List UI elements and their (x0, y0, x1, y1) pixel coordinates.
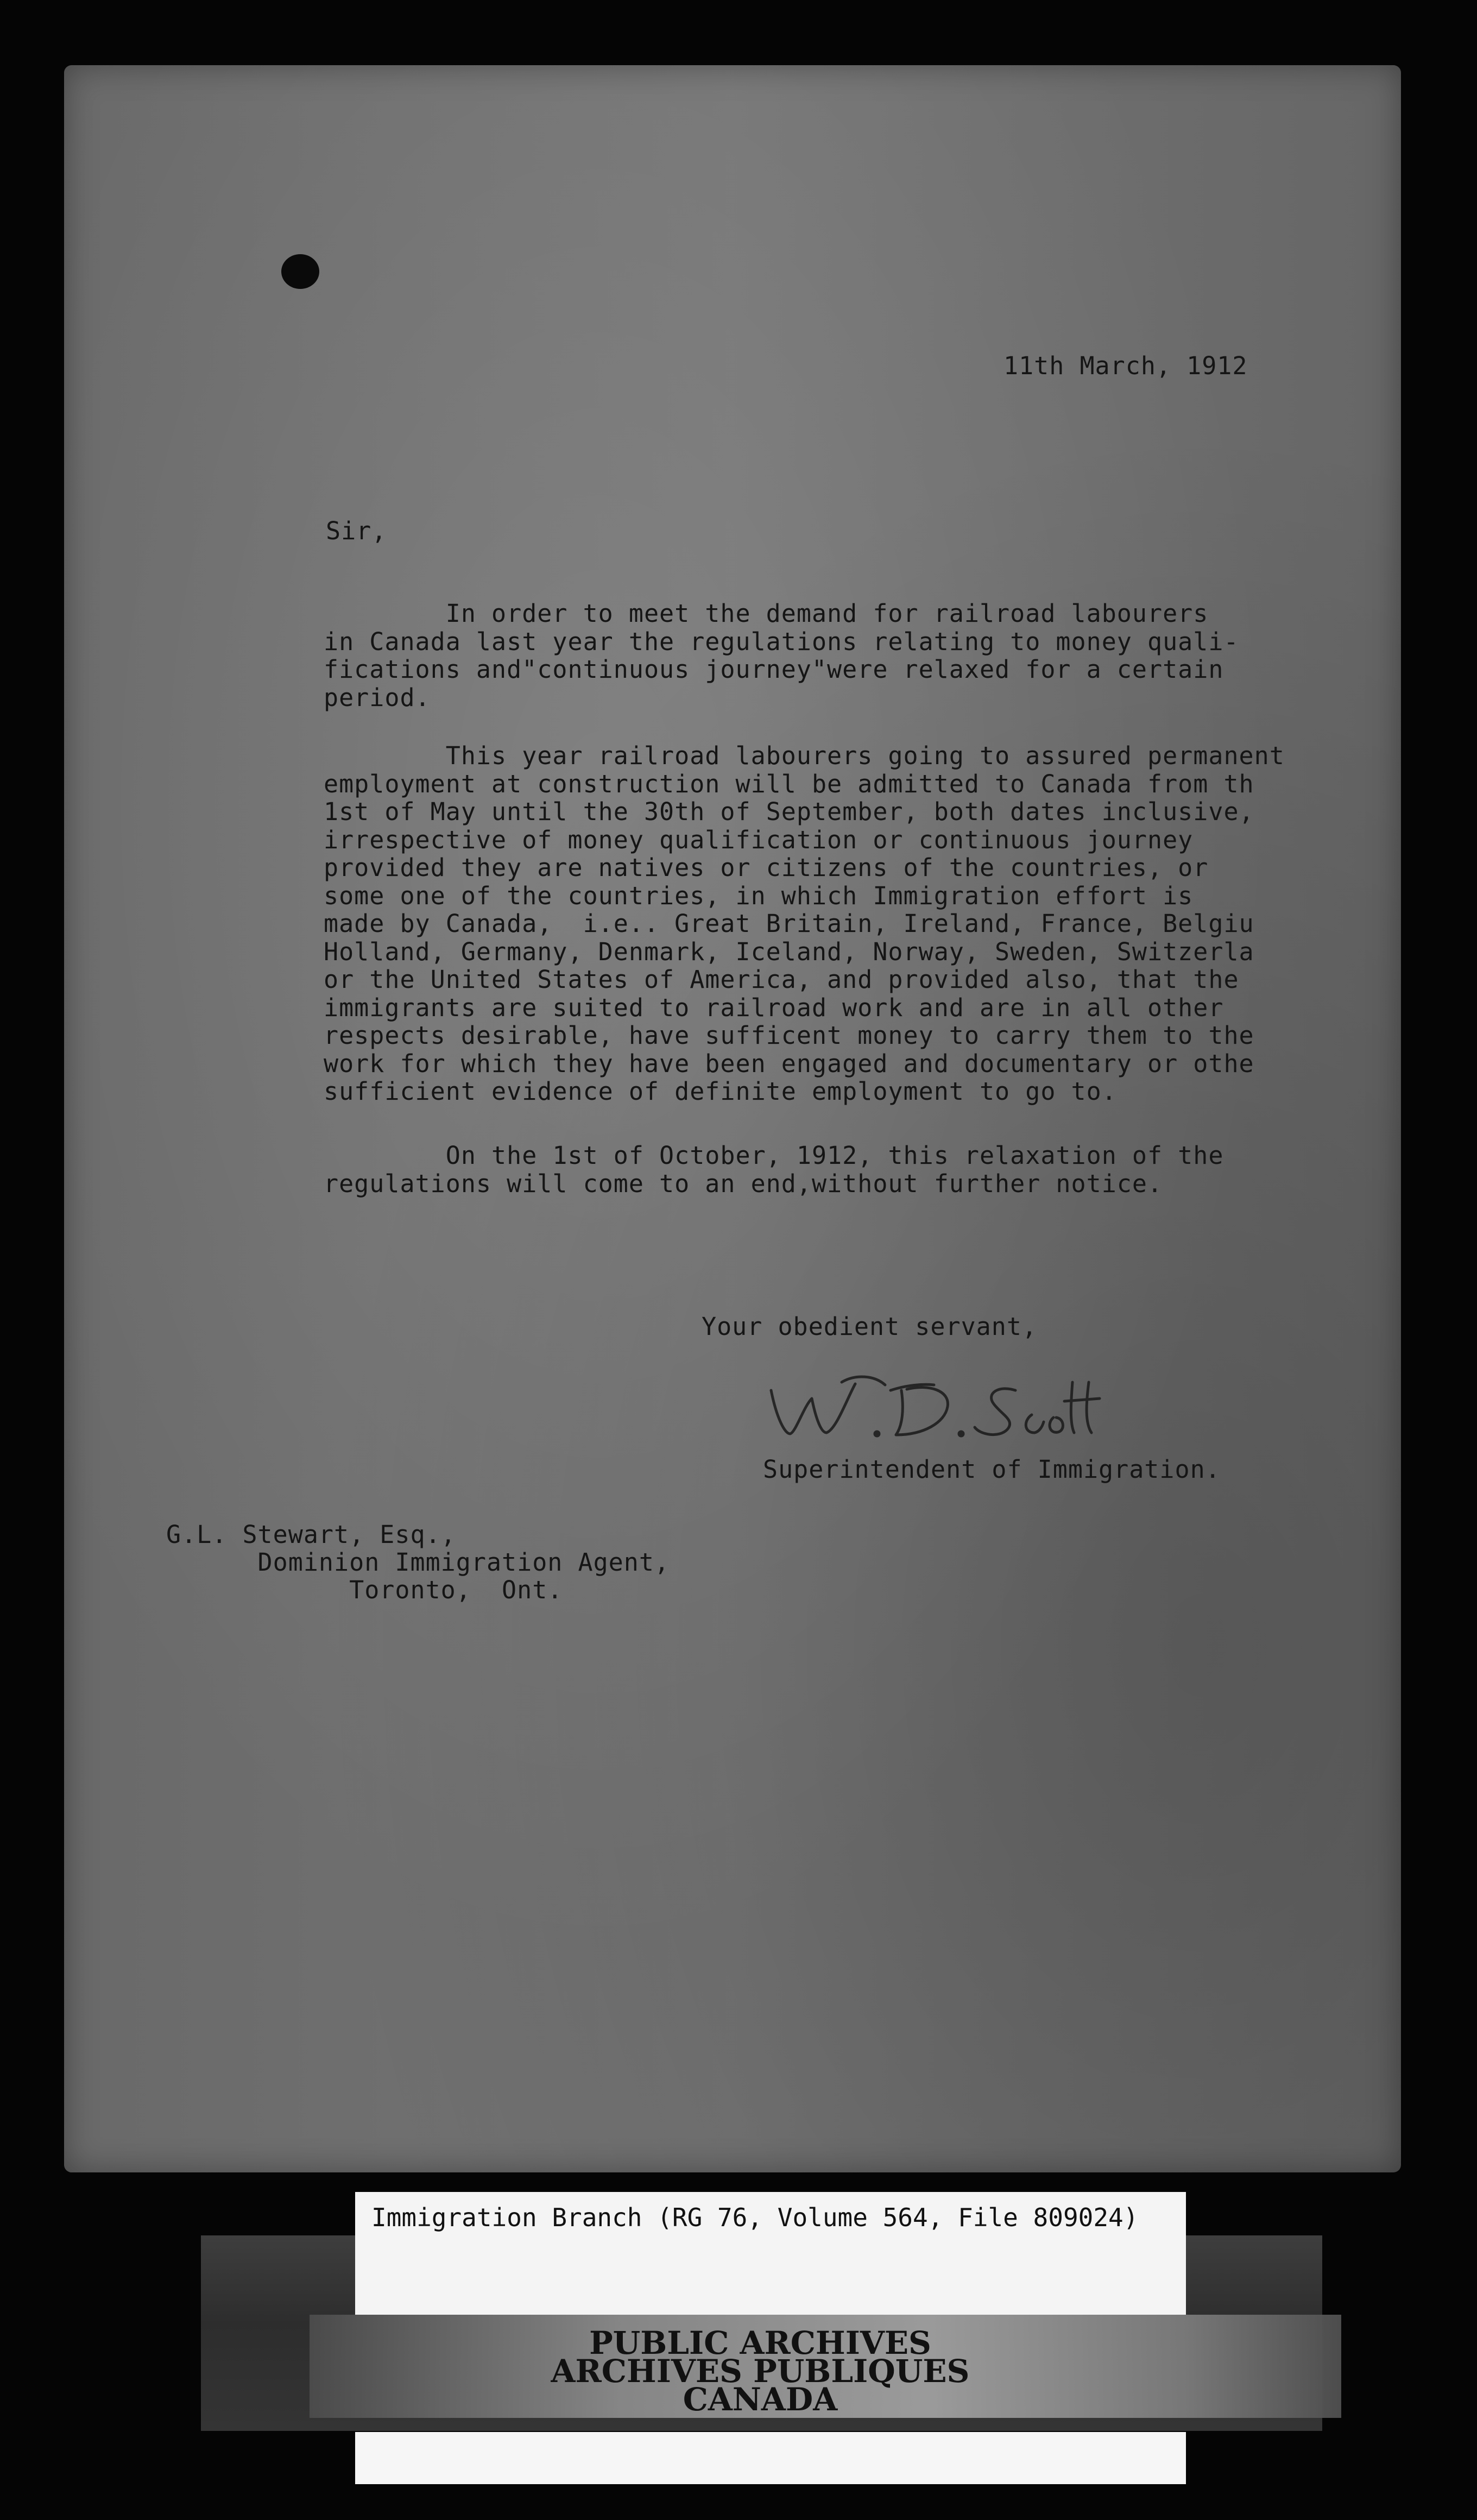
salutation: Sir, (326, 516, 387, 545)
closing: Your obedient servant, (702, 1312, 1038, 1341)
paragraph-3: On the 1st of October, 1912, this relaxation of the regulations will come to an end,without further notice. (324, 1141, 1224, 1198)
archives-stamp (489, 2324, 1032, 2418)
stamp-line-1: PUBLIC ARCHIVES (589, 2324, 931, 2361)
bottom-card (355, 2432, 1186, 2484)
archive-label-card (355, 2192, 1186, 2315)
archive-reference: Immigration Branch (RG 76, Volume 564, File 809024) (371, 2203, 1139, 2232)
addressee-block: G.L. Stewart, Esq., Dominion Immigration Agent, Toronto, Ont. (166, 1520, 670, 1604)
paragraph-1: In order to meet the demand for railroad labourers in Canada last year the regulations relating to money quali- fications and"continuous journey"were relaxed for a certain period. (324, 599, 1239, 712)
handwritten-signature (760, 1369, 1108, 1450)
letter-sheet (64, 65, 1401, 2172)
signatory-title: Superintendent of Immigration. (763, 1455, 1221, 1484)
paragraph-2: This year railroad labourers going to assured permanent employment at construction will be admitted to Canada from th 1st of May until the 30th of September, both dates inclusive, irrespective of money qualification or continuous journey provided they are natives or citizens of the countries, or some one of the countries, in which Immigration effort is made by Canada, i.e.. Great Britain, Ireland, France, Belgiu Holland, Germany, Denmark, Iceland, Norway, Sweden, Switzerla or the United States of America, and provided also, that the immigrants are suited to railroad work and are in all other respects desirable, have sufficent money to carry them to the work for which they have been engaged and documentary or othe sufficient evidence of definite employment to go to. (324, 741, 1285, 1106)
letter-date: 11th March, 1912 (1003, 351, 1248, 380)
margin-mark: ​ (399, 22, 407, 43)
stamp-line-2: ARCHIVES PUBLIQUES (551, 2353, 970, 2390)
stamp-line-3: CANADA (683, 2381, 838, 2418)
punch-hole (281, 254, 319, 289)
